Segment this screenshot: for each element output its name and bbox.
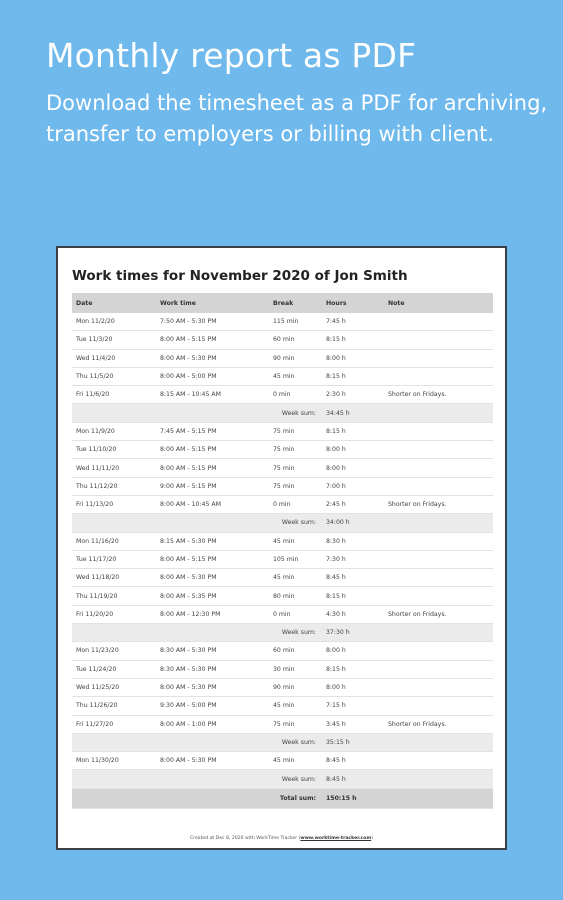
cell-hours: 7:30 h	[322, 550, 384, 568]
cell-date: Tue 11/24/20	[72, 660, 156, 678]
cell-date: Wed 11/4/20	[72, 349, 156, 367]
table-row	[72, 441, 493, 459]
week-sum-row	[72, 733, 493, 751]
week-sum-hours: 34:45 h	[322, 404, 384, 422]
table-row	[72, 587, 493, 605]
footer-link[interactable]: www.worktime-tracker.com	[300, 836, 372, 841]
cell-break: 90 min	[269, 349, 322, 367]
cell-date: Mon 11/23/20	[72, 642, 156, 660]
table-row	[72, 386, 493, 404]
table-row	[72, 477, 493, 495]
cell-hours: 8:15 h	[322, 660, 384, 678]
cell-hours: 8:00 h	[322, 642, 384, 660]
week-sum-label: Week sum:	[72, 733, 322, 751]
cell-work-time: 9:30 AM - 5:00 PM	[156, 697, 269, 715]
table-row	[72, 678, 493, 696]
cell-break: 75 min	[269, 459, 322, 477]
table-row	[72, 495, 493, 513]
table-row	[72, 422, 493, 440]
cell-work-time: 8:00 AM - 5:15 PM	[156, 459, 269, 477]
column-header-date: Date	[72, 293, 156, 313]
cell-break: 45 min	[269, 752, 322, 770]
footer-text: Created at Dec 8, 2020 with WorkTime Tracker (	[189, 836, 301, 841]
headline: Monthly report as PDF	[46, 36, 417, 75]
cell-break: 0 min	[269, 386, 322, 404]
cell-break: 60 min	[269, 642, 322, 660]
cell-hours: 4:30 h	[322, 605, 384, 623]
cell-break: 115 min	[269, 313, 322, 331]
cell-note: Shorter on Fridays.	[384, 386, 493, 404]
cell-note	[384, 422, 493, 440]
table-row	[72, 459, 493, 477]
total-sum-label: Total sum:	[72, 788, 322, 808]
cell-hours: 8:45 h	[322, 752, 384, 770]
cell-hours: 7:00 h	[322, 477, 384, 495]
cell-work-time: 8:30 AM - 5:30 PM	[156, 642, 269, 660]
cell-work-time: 9:00 AM - 5:15 PM	[156, 477, 269, 495]
cell-work-time: 8:00 AM - 5:30 PM	[156, 678, 269, 696]
cell-note	[384, 550, 493, 568]
cell-hours: 8:15 h	[322, 331, 384, 349]
cell-break: 105 min	[269, 550, 322, 568]
cell-date: Mon 11/2/20	[72, 313, 156, 331]
cell-note	[384, 733, 493, 751]
cell-note	[384, 752, 493, 770]
cell-work-time: 8:00 AM - 5:30 PM	[156, 752, 269, 770]
week-sum-hours: 34:00 h	[322, 514, 384, 532]
table-row	[72, 715, 493, 733]
table-row	[72, 605, 493, 623]
cell-date: Fri 11/20/20	[72, 605, 156, 623]
column-header-hours: Hours	[322, 293, 384, 313]
timesheet-table	[72, 293, 493, 809]
table-row	[72, 367, 493, 385]
column-header-work-time: Work time	[156, 293, 269, 313]
cell-hours: 2:30 h	[322, 386, 384, 404]
cell-work-time: 8:00 AM - 5:30 PM	[156, 349, 269, 367]
cell-date: Mon 11/16/20	[72, 532, 156, 550]
cell-date: Tue 11/17/20	[72, 550, 156, 568]
cell-hours: 8:15 h	[322, 422, 384, 440]
cell-note	[384, 697, 493, 715]
cell-note	[384, 477, 493, 495]
cell-break: 75 min	[269, 441, 322, 459]
cell-date: Wed 11/18/20	[72, 569, 156, 587]
cell-work-time: 8:00 AM - 5:15 PM	[156, 550, 269, 568]
cell-date: Fri 11/13/20	[72, 495, 156, 513]
week-sum-hours: 35:15 h	[322, 733, 384, 751]
week-sum-row	[72, 404, 493, 422]
cell-break: 80 min	[269, 587, 322, 605]
cell-break: 30 min	[269, 660, 322, 678]
cell-break: 45 min	[269, 367, 322, 385]
cell-hours: 7:45 h	[322, 313, 384, 331]
cell-note: Shorter on Fridays.	[384, 605, 493, 623]
table-row	[72, 697, 493, 715]
cell-note	[384, 349, 493, 367]
cell-date: Mon 11/9/20	[72, 422, 156, 440]
cell-work-time: 8:00 AM - 1:00 PM	[156, 715, 269, 733]
cell-break: 75 min	[269, 422, 322, 440]
cell-work-time: 8:00 AM - 5:35 PM	[156, 587, 269, 605]
cell-note: Shorter on Fridays.	[384, 495, 493, 513]
cell-note	[384, 660, 493, 678]
table-row	[72, 331, 493, 349]
report-footer	[58, 836, 505, 841]
report-title: Work times for November 2020 of Jon Smith	[72, 268, 408, 284]
column-header-note: Note	[384, 293, 493, 313]
cell-work-time: 8:15 AM - 5:30 PM	[156, 532, 269, 550]
cell-work-time: 8:00 AM - 5:30 PM	[156, 569, 269, 587]
week-sum-row	[72, 514, 493, 532]
footer-end: )	[371, 836, 374, 841]
cell-note	[384, 441, 493, 459]
cell-work-time: 8:00 AM - 5:00 PM	[156, 367, 269, 385]
cell-note	[384, 459, 493, 477]
week-sum-label: Week sum:	[72, 770, 322, 788]
cell-hours: 8:00 h	[322, 459, 384, 477]
cell-date: Mon 11/30/20	[72, 752, 156, 770]
table-row	[72, 313, 493, 331]
cell-note	[384, 642, 493, 660]
cell-work-time: 7:45 AM - 5:15 PM	[156, 422, 269, 440]
cell-note	[384, 624, 493, 642]
cell-break: 0 min	[269, 495, 322, 513]
cell-note	[384, 313, 493, 331]
column-header-break: Break	[269, 293, 322, 313]
cell-hours: 3:45 h	[322, 715, 384, 733]
cell-hours: 2:45 h	[322, 495, 384, 513]
table-row	[72, 642, 493, 660]
cell-hours: 7:15 h	[322, 697, 384, 715]
cell-note	[384, 770, 493, 788]
cell-note	[384, 331, 493, 349]
cell-note	[384, 514, 493, 532]
cell-date: Tue 11/10/20	[72, 441, 156, 459]
cell-work-time: 7:50 AM - 5:30 PM	[156, 313, 269, 331]
cell-date: Wed 11/11/20	[72, 459, 156, 477]
cell-note	[384, 404, 493, 422]
cell-note	[384, 678, 493, 696]
cell-work-time: 8:30 AM - 5:30 PM	[156, 660, 269, 678]
cell-work-time: 8:00 AM - 10:45 AM	[156, 495, 269, 513]
cell-hours: 8:30 h	[322, 532, 384, 550]
cell-date: Fri 11/6/20	[72, 386, 156, 404]
pdf-report-preview	[56, 246, 507, 850]
cell-break: 0 min	[269, 605, 322, 623]
cell-date: Tue 11/3/20	[72, 331, 156, 349]
week-sum-label: Week sum:	[72, 514, 322, 532]
cell-note	[384, 367, 493, 385]
week-sum-hours: 37:30 h	[322, 624, 384, 642]
cell-date: Thu 11/5/20	[72, 367, 156, 385]
cell-hours: 8:45 h	[322, 569, 384, 587]
table-row	[72, 569, 493, 587]
table-row	[72, 752, 493, 770]
cell-hours: 8:15 h	[322, 587, 384, 605]
week-sum-row	[72, 624, 493, 642]
cell-note	[384, 569, 493, 587]
cell-break: 45 min	[269, 697, 322, 715]
timesheet-body	[72, 313, 493, 808]
cell-work-time: 8:15 AM - 10:45 AM	[156, 386, 269, 404]
cell-hours: 8:00 h	[322, 678, 384, 696]
cell-break: 90 min	[269, 678, 322, 696]
cell-break: 45 min	[269, 532, 322, 550]
table-row	[72, 349, 493, 367]
week-sum-row	[72, 770, 493, 788]
table-row	[72, 550, 493, 568]
cell-work-time: 8:00 AM - 5:15 PM	[156, 441, 269, 459]
table-row	[72, 660, 493, 678]
cell-hours: 8:00 h	[322, 441, 384, 459]
cell-date: Thu 11/12/20	[72, 477, 156, 495]
cell-date: Wed 11/25/20	[72, 678, 156, 696]
cell-break: 45 min	[269, 569, 322, 587]
total-sum-row	[72, 788, 493, 808]
cell-note	[384, 532, 493, 550]
week-sum-label: Week sum:	[72, 624, 322, 642]
cell-work-time: 8:00 AM - 5:15 PM	[156, 331, 269, 349]
table-row	[72, 532, 493, 550]
cell-note: Shorter on Fridays.	[384, 715, 493, 733]
total-sum-hours: 150:15 h	[322, 788, 384, 808]
cell-note	[384, 587, 493, 605]
cell-note	[384, 788, 493, 808]
cell-break: 60 min	[269, 331, 322, 349]
subheadline: Download the timesheet as a PDF for archiving, transfer to employers or billing with client.	[46, 91, 548, 146]
cell-date: Fri 11/27/20	[72, 715, 156, 733]
cell-hours: 8:15 h	[322, 367, 384, 385]
cell-break: 75 min	[269, 715, 322, 733]
cell-date: Thu 11/19/20	[72, 587, 156, 605]
week-sum-label: Week sum:	[72, 404, 322, 422]
cell-date: Thu 11/26/20	[72, 697, 156, 715]
cell-hours: 8:00 h	[322, 349, 384, 367]
table-header-row	[72, 293, 493, 313]
week-sum-hours: 8:45 h	[322, 770, 384, 788]
cell-break: 75 min	[269, 477, 322, 495]
cell-work-time: 8:00 AM - 12:30 PM	[156, 605, 269, 623]
